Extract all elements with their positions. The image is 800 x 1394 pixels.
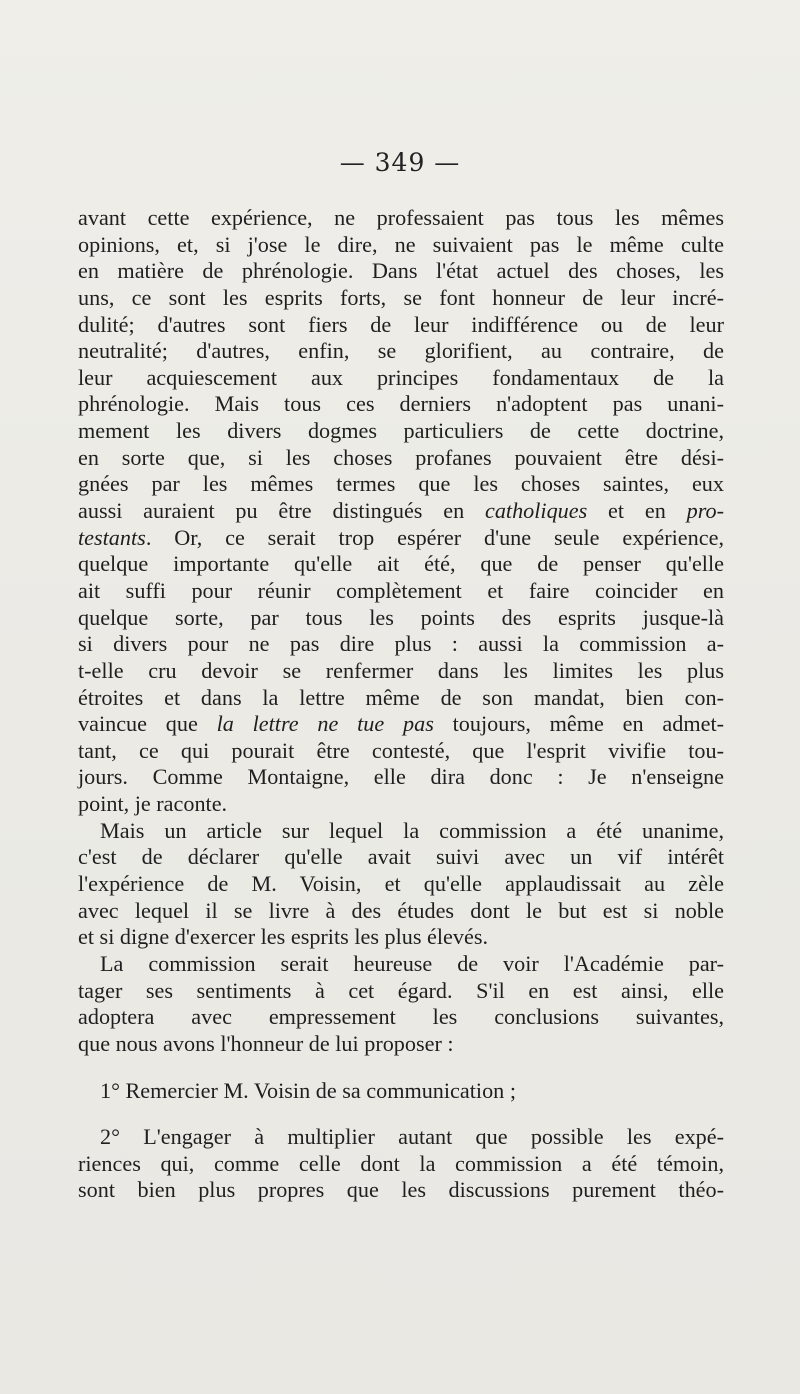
conclusion-2 <box>78 1124 724 1204</box>
text-line: que nous avons l'honneur de lui proposer : <box>78 1030 454 1056</box>
paragraph-gap <box>78 1104 724 1124</box>
text-line: t-elle cru devoir se renfermer dans les limites les plus <box>78 657 724 683</box>
text-line: point, je raconte. <box>78 791 228 817</box>
text-line: c'est de déclarer qu'elle avait suivi avec un vif intérêt <box>78 844 724 870</box>
text-line: 2° L'engager à multiplier autant que possible les expé- <box>100 1124 724 1150</box>
text-line: La commission serait heureuse de voir l'Académie par- <box>100 950 724 976</box>
paragraph-2 <box>78 818 724 951</box>
paragraph-3 <box>78 951 724 1058</box>
text-line: si divers pour ne pas dire plus : aussi la commission a- <box>78 631 724 657</box>
text-line: jours. Comme Montaigne, elle dira donc : Je n'enseigne <box>78 764 724 790</box>
text-line: leur acquiescement aux principes fondamentaux de la <box>78 364 724 390</box>
text-line: mement les divers dogmes particuliers de cette doctrine, <box>78 418 724 444</box>
text-line: en sorte que, si les choses profanes pouvaient être dési- <box>78 444 724 470</box>
text-line: opinions, et, si j'ose le dire, ne suivaient pas le même culte <box>78 231 724 257</box>
body-text <box>78 205 724 1204</box>
text-line: Mais un article sur lequel la commission a été unanime, <box>100 817 724 843</box>
conclusion-1 <box>78 1078 724 1105</box>
paragraph-gap <box>78 1058 724 1078</box>
text-line: avec lequel il se livre à des études dont le but est si noble <box>78 897 724 923</box>
page-number: — 349 — <box>339 148 461 177</box>
paragraph-1 <box>78 205 724 818</box>
text-line: l'expérience de M. Voisin, et qu'elle applaudissait au zèle <box>78 871 724 897</box>
text-line: aussi auraient pu être distingués en catholiques et en pro- <box>78 498 724 524</box>
text-line: tager ses sentiments à cet égard. S'il en est ainsi, elle <box>78 977 724 1003</box>
text-line: adoptera avec empressement les conclusions suivantes, <box>78 1004 724 1030</box>
text-line: tant, ce qui pourait être contesté, que l'esprit vivifie tou- <box>78 737 724 763</box>
text-line: testants. Or, ce serait trop espérer d'une seule expérience, <box>78 524 724 550</box>
text-line: vaincue que la lettre ne tue pas toujours, même en admet- <box>78 711 724 737</box>
text-line: uns, ce sont les esprits forts, se font honneur de leur incré- <box>78 284 724 310</box>
text-line: neutralité; d'autres, enfin, se glorifient, au contraire, de <box>78 338 724 364</box>
text-line: ait suffi pour réunir complètement et faire coincider en <box>78 577 724 603</box>
text-line: et si digne d'exercer les esprits les plus élevés. <box>78 924 489 950</box>
text-line: étroites et dans la lettre même de son mandat, bien con- <box>78 684 724 710</box>
text-line: phrénologie. Mais tous ces derniers n'adoptent pas unani- <box>78 391 724 417</box>
text-line: avant cette expérience, ne professaient pas tous les mêmes <box>78 205 724 230</box>
text-line: riences qui, comme celle dont la commission a été témoin, <box>78 1150 724 1176</box>
text-line: gnées par les mêmes termes que les choses saintes, eux <box>78 471 724 497</box>
text-line: dulité; d'autres sont fiers de leur indifférence ou de leur <box>78 311 724 337</box>
text-line: sont bien plus propres que les discussions purement théo- <box>78 1177 724 1203</box>
text-line: 1° Remercier M. Voisin de sa communication ; <box>100 1077 516 1103</box>
text-line: quelque importante qu'elle ait été, que de penser qu'elle <box>78 551 724 577</box>
text-line: en matière de phrénologie. Dans l'état actuel des choses, les <box>78 258 724 284</box>
text-line: quelque sorte, par tous les points des esprits jusque-là <box>78 604 724 630</box>
